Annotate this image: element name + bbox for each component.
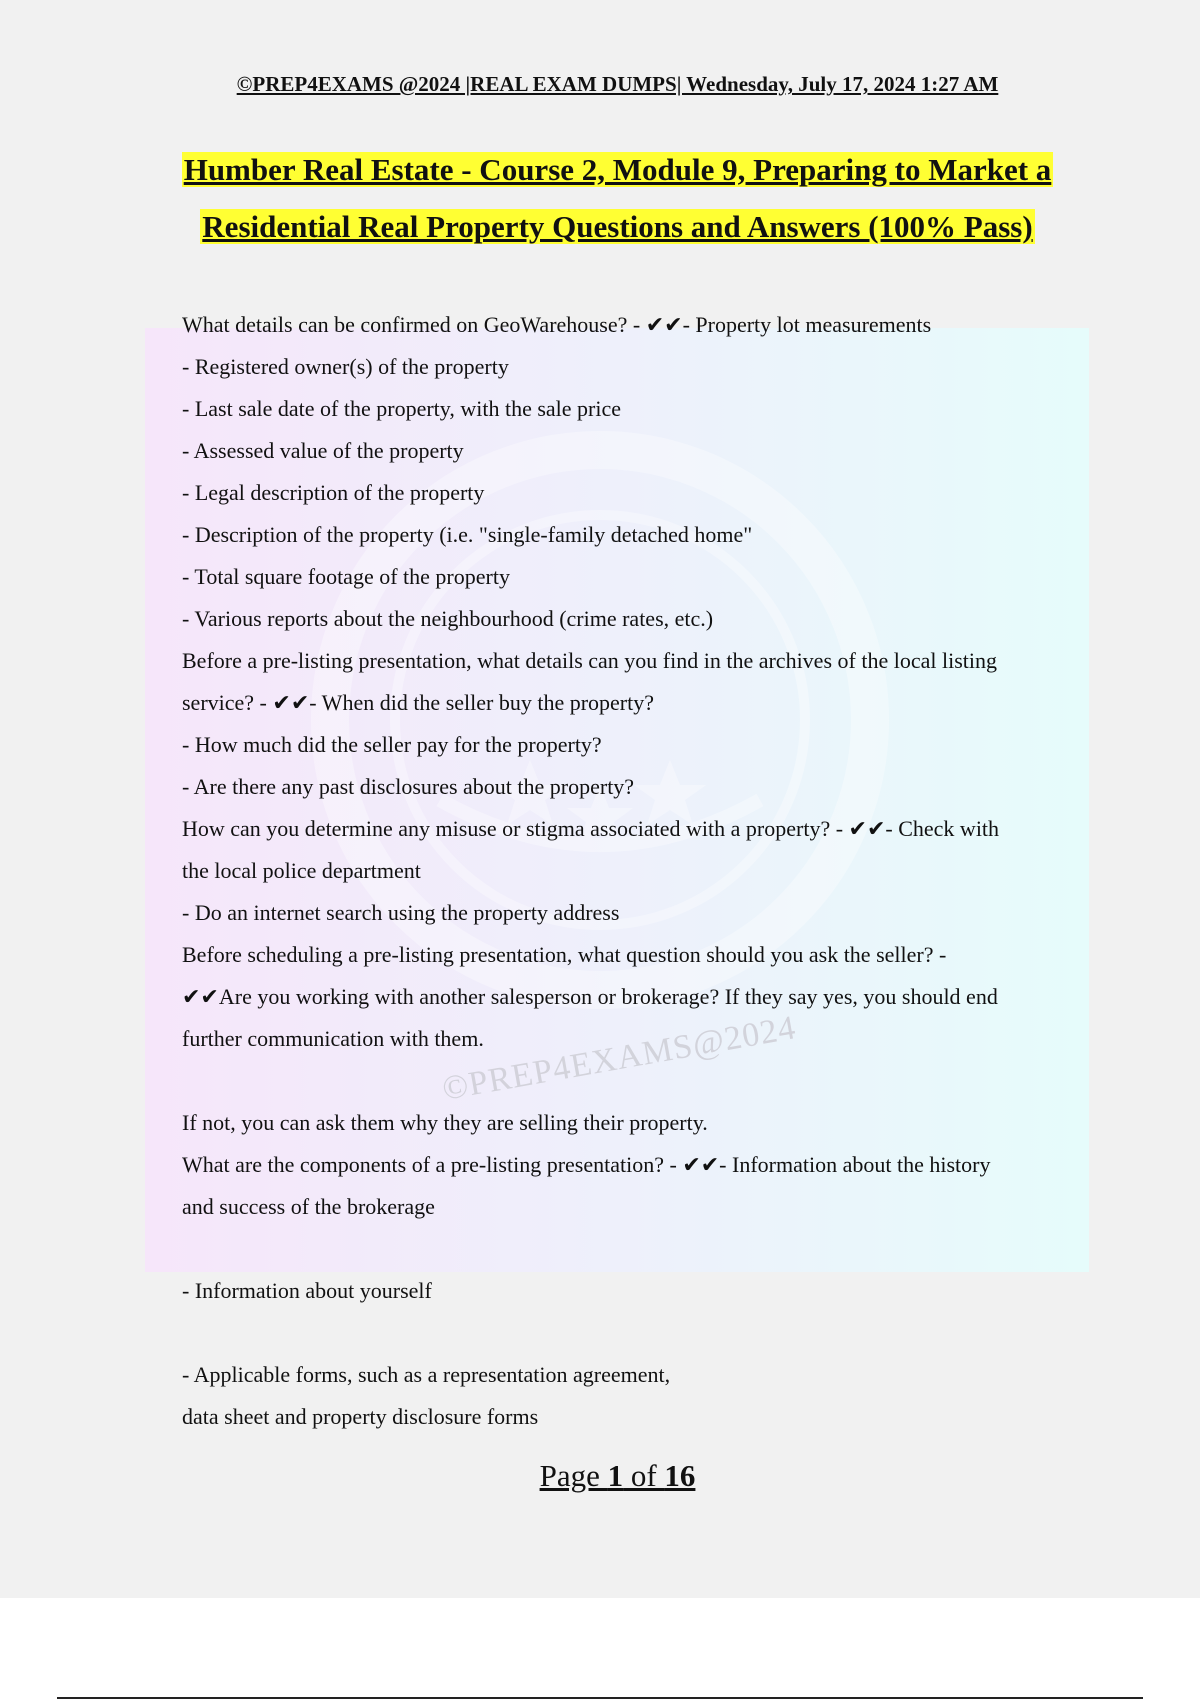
- body-blank-line: [182, 1312, 1082, 1354]
- body-line: - How much did the seller pay for the property?: [182, 732, 602, 757]
- body-line: How can you determine any misuse or stigma associated with a property? - ✔✔- Check with: [182, 816, 1000, 841]
- body-line: - Information about yourself: [182, 1278, 432, 1303]
- page-total: 16: [664, 1458, 696, 1493]
- body-line: If not, you can ask them why they are selling their property.: [182, 1110, 708, 1135]
- body-line: - Applicable forms, such as a representation agreement,: [182, 1362, 671, 1387]
- body-line: - Do an internet search using the property address: [182, 900, 620, 925]
- body-line: and success of the brokerage: [182, 1194, 435, 1219]
- next-page-rule: [57, 1697, 1143, 1699]
- body-blank-line: [182, 1228, 1082, 1270]
- document-title: [0, 141, 1200, 255]
- body-line: - Last sale date of the property, with the sale price: [182, 396, 622, 421]
- document-body: [182, 304, 1082, 1438]
- body-blank-line: [182, 1060, 1082, 1102]
- body-line: - Legal description of the property: [182, 480, 485, 505]
- page-current: 1: [607, 1458, 624, 1493]
- body-line: data sheet and property disclosure forms: [182, 1404, 539, 1429]
- body-line: What details can be confirmed on GeoWarehouse? - ✔✔- Property lot measurements: [182, 312, 932, 337]
- body-line: - Assessed value of the property: [182, 438, 464, 463]
- page-mid: of: [623, 1458, 665, 1493]
- page-number: [0, 1458, 1200, 1494]
- body-line: Before a pre-listing presentation, what details can you find in the archives of the local listing: [182, 648, 997, 673]
- body-line: - Description of the property (i.e. "single-family detached home": [182, 522, 753, 547]
- body-line: further communication with them.: [182, 1026, 484, 1051]
- body-line: ✔✔Are you working with another salesperson or brokerage? If they say yes, you should end: [182, 984, 998, 1009]
- body-line: - Are there any past disclosures about the property?: [182, 774, 635, 799]
- body-line: What are the components of a pre-listing presentation? - ✔✔- Information about the history: [182, 1152, 991, 1177]
- document-header: ©PREP4EXAMS @2024 |REAL EXAM DUMPS| Wednesday, July 17, 2024 1:27 AM: [236, 72, 999, 96]
- page-prefix: Page: [539, 1458, 608, 1493]
- title-line-1: Humber Real Estate - Course 2, Module 9, Preparing to Market a: [183, 152, 1052, 187]
- body-line: service? - ✔✔- When did the seller buy the property?: [182, 690, 655, 715]
- body-line: the local police department: [182, 858, 421, 883]
- title-line-2: Residential Real Property Questions and Answers (100% Pass): [202, 209, 1033, 244]
- watermark-text: ©PREP4EXAMS@2024: [439, 1009, 799, 1108]
- body-line: - Various reports about the neighbourhood (crime rates, etc.): [182, 606, 714, 631]
- body-line: - Registered owner(s) of the property: [182, 354, 509, 379]
- body-line: - Total square footage of the property: [182, 564, 510, 589]
- body-line: Before scheduling a pre-listing presentation, what question should you ask the seller? -: [182, 942, 947, 967]
